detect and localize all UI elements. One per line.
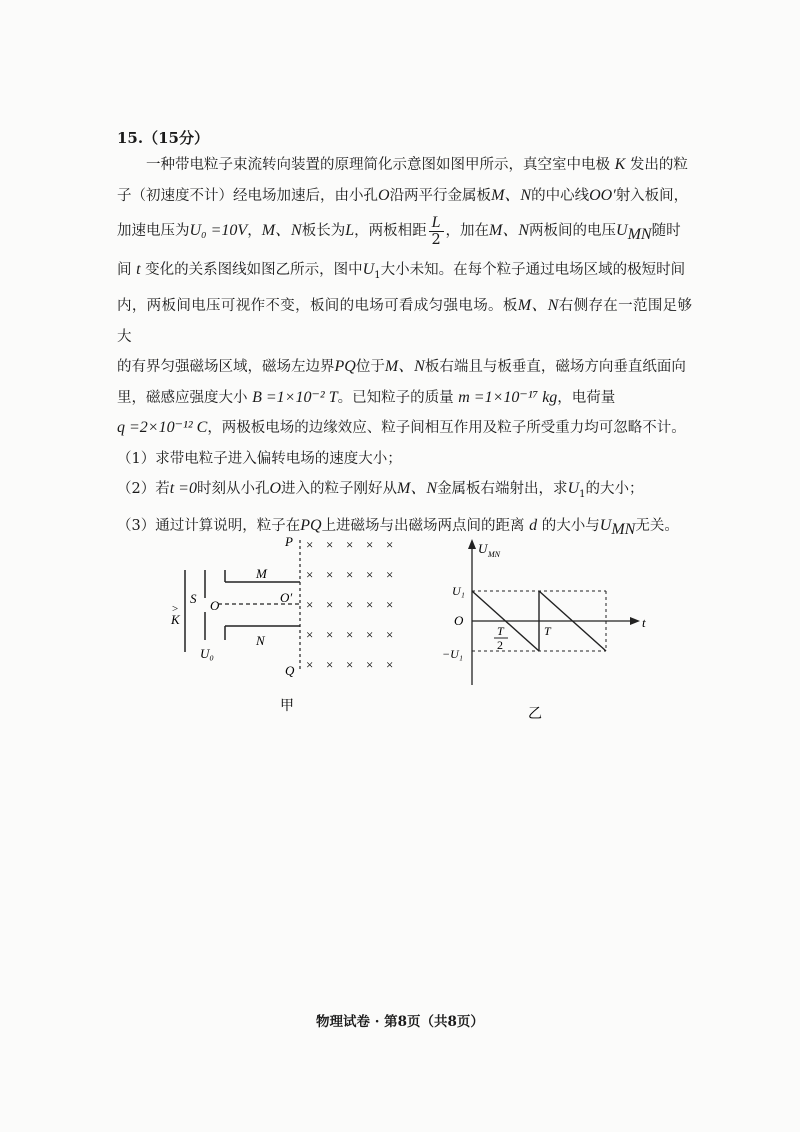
figure-jia	[160, 530, 420, 720]
field-cross: ×	[306, 537, 314, 552]
figure-yi	[440, 535, 660, 725]
y-axis-arrow	[468, 539, 476, 549]
intro-line: 的有界匀强磁场区域，磁场左边界PQ位于M、N板右端且与板垂直，磁场方向垂直纸面向	[117, 358, 686, 376]
label-T: T	[544, 624, 551, 638]
sub-question-2: （2）若t =0时刻从小孔O进入的粒子刚好从M、N金属板右端射出，求$U_1$的大小；	[117, 480, 644, 501]
label-T-half-den: 2	[497, 638, 503, 652]
label-UMN: U	[478, 541, 488, 556]
field-cross: ×	[326, 597, 334, 612]
field-cross: ×	[346, 627, 354, 642]
caption-jia: 甲	[280, 699, 294, 714]
field-cross: ×	[386, 567, 394, 582]
arrow-K: >	[172, 603, 179, 615]
field-cross: ×	[346, 537, 354, 552]
field-cross: ×	[306, 597, 314, 612]
label-UMN-sub: MN	[488, 550, 500, 559]
sub-question-1: （1）求带电粒子进入偏转电场的速度大小；	[117, 450, 402, 467]
field-cross: ×	[346, 567, 354, 582]
label-O: O	[210, 598, 220, 613]
field-cross: ×	[306, 567, 314, 582]
intro-line: 加速电压为U₀ =10V，M、N板长为L，两板相距 $\frac{L}{2}$ ，加在M、N两板间的电压$U_{MN}$随时	[117, 213, 681, 248]
label-t: t	[642, 615, 646, 630]
field-cross: ×	[366, 537, 374, 552]
label-M: M	[256, 566, 267, 581]
magnetic-field-marks	[306, 537, 393, 672]
intro-line: q =2×10⁻¹² C，两极板电场的边缘效应、粒子间相互作用及粒子所受重力均可忽略不计。	[117, 419, 686, 437]
label-S: S	[190, 591, 197, 606]
field-cross: ×	[386, 657, 394, 672]
sub-question-3: （3）通过计算说明，粒子在PQ上进磁场与出磁场两点间的距离 d 的大小与$U_{MN}$无关。	[117, 516, 679, 538]
intro-line: 里，磁感应强度大小 B =1×10⁻² T。已知粒子的质量 m =1×10⁻¹⁷ kg，电荷量	[117, 388, 616, 406]
fraction-L-over-2: $\frac{L}{2}$	[429, 215, 444, 248]
x-axis-arrow	[630, 617, 640, 625]
label-U1: U₁	[452, 584, 465, 598]
caption-yi: 乙	[528, 707, 542, 722]
field-cross: ×	[366, 567, 374, 582]
field-cross: ×	[326, 627, 334, 642]
page-footer: 物理试卷 · 第8页（共8页）	[316, 1014, 484, 1030]
label-O-prime: O′	[280, 590, 293, 605]
intro-line: 内，两板间电压可视作不变，板间的电场可看成匀强电场。板M、N右侧存在一范围足够大	[117, 297, 692, 345]
label-O: O	[454, 613, 464, 628]
field-cross: ×	[346, 657, 354, 672]
intro-line: 一种带电粒子束流转向装置的原理简化示意图如图甲所示，真空室中电极 K 发出的粒	[146, 156, 688, 173]
field-cross: ×	[326, 567, 334, 582]
field-cross: ×	[326, 657, 334, 672]
field-cross: ×	[386, 597, 394, 612]
intro-line: 间 t 变化的关系图线如图乙所示，图中$U_1$大小未知。在每个粒子通过电场区域的极短时间	[117, 260, 686, 281]
label-K: K	[171, 612, 180, 627]
field-cross: ×	[306, 657, 314, 672]
label-T-half-num: T	[497, 624, 504, 638]
label-N: N	[256, 633, 265, 648]
question-body	[117, 150, 692, 545]
label-Q: Q	[285, 663, 295, 678]
label-neg-U1: −U₁	[442, 647, 463, 661]
question-number: 15.（15分）	[117, 129, 209, 147]
field-cross: ×	[366, 627, 374, 642]
label-U0: U₀	[200, 646, 214, 661]
label-P: P	[285, 534, 293, 549]
field-cross: ×	[306, 627, 314, 642]
field-cross: ×	[366, 657, 374, 672]
field-cross: ×	[386, 627, 394, 642]
intro-line: 子（初速度不计）经电场加速后，由小孔O沿两平行金属板M、N的中心线OO′射入板间，	[117, 186, 689, 204]
field-cross: ×	[366, 597, 374, 612]
field-cross: ×	[386, 537, 394, 552]
field-cross: ×	[346, 597, 354, 612]
field-cross: ×	[326, 537, 334, 552]
